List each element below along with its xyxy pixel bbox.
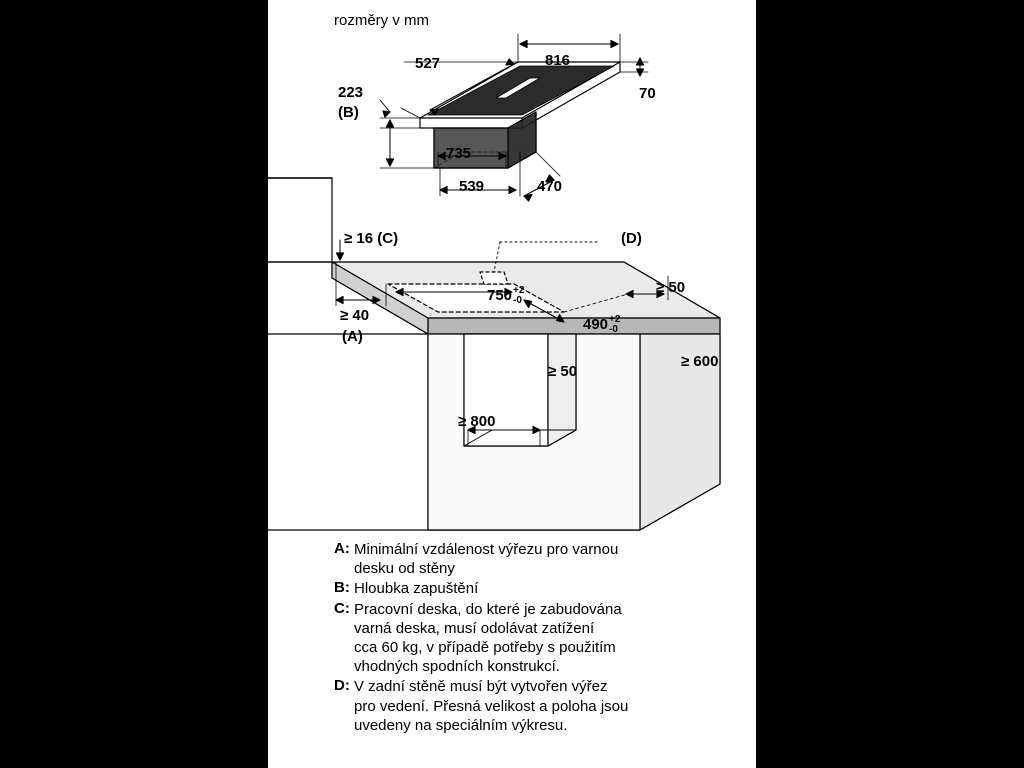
dim-735: 735 xyxy=(446,145,472,162)
legend-key-c: C: xyxy=(334,599,350,617)
dim-rear-50: ≥ 50 xyxy=(548,363,578,380)
label-B: (B) xyxy=(338,104,359,121)
dim-490 xyxy=(583,315,620,335)
dim-750-tolerance xyxy=(513,286,524,306)
dim-750-minus: -0 xyxy=(513,295,522,306)
legend-text-a-line-1: desku od stěny xyxy=(354,560,455,578)
dim-750-base: 750 xyxy=(487,286,513,304)
legend-key-a: A: xyxy=(334,540,350,557)
legend-text-a-line-0: Minimální vzdálenost výřezu pro varnou xyxy=(354,541,619,558)
legend-key-b: B: xyxy=(334,579,350,597)
legend xyxy=(334,540,744,736)
legend-text-c-line-2: cca 60 kg, v případě potřeby s použitím xyxy=(354,638,616,656)
legend-text-d-line-2: uvedeny na speciálním výkresu. xyxy=(354,716,568,734)
legend-text-b-line-0: Hloubka zapuštění xyxy=(354,580,479,598)
label-A: (A) xyxy=(342,328,363,345)
dim-490-tolerance xyxy=(609,315,620,335)
legend-item-d xyxy=(334,677,744,735)
units-note: rozměry v mm xyxy=(334,12,429,29)
legend-text-c-line-1: varná deska, musí odolávat zatížení xyxy=(354,619,595,637)
dim-470: 470 xyxy=(537,178,563,195)
dim-wall-40: ≥ 40 xyxy=(340,307,370,324)
legend-item-c xyxy=(334,600,744,677)
legend-text-d-line-0: V zadní stěně musí být vytvořen výřez xyxy=(354,678,608,696)
legend-text-c-line-0: Pracovní deska, do které je zabudována xyxy=(354,600,622,618)
legend-key-d: D: xyxy=(334,677,350,695)
dim-490-base: 490 xyxy=(583,315,609,333)
legend-text-c-line-3: vhodných spodních konstrukcí. xyxy=(354,658,560,676)
legend-text-a xyxy=(354,540,618,578)
dim-750 xyxy=(487,286,524,306)
dim-527: 527 xyxy=(415,55,441,72)
label-D: (D) xyxy=(621,230,642,247)
dim-750-plus: +2 xyxy=(513,285,525,296)
dim-223: 223 xyxy=(338,84,364,101)
legend-item-a xyxy=(334,540,744,578)
dim-worktop-thickness: ≥ 16 (C) xyxy=(344,230,399,247)
dim-816: 816 xyxy=(545,52,571,69)
legend-text-d xyxy=(354,677,628,735)
legend-text-c xyxy=(354,600,622,677)
diagram-sheet xyxy=(268,0,756,768)
dim-490-minus: -0 xyxy=(609,324,618,335)
legend-item-b xyxy=(334,579,744,598)
dim-539: 539 xyxy=(459,178,485,195)
legend-text-d-line-1: pro vedení. Přesná velikost a poloha jsou xyxy=(354,697,629,715)
dim-70: 70 xyxy=(639,85,656,102)
dim-side-50: ≥ 50 xyxy=(656,279,686,296)
dim-cabinet-600: ≥ 600 xyxy=(681,353,719,370)
dim-490-plus: +2 xyxy=(609,314,621,325)
dim-cabinet-800: ≥ 800 xyxy=(458,413,496,430)
legend-text-b xyxy=(354,579,478,598)
